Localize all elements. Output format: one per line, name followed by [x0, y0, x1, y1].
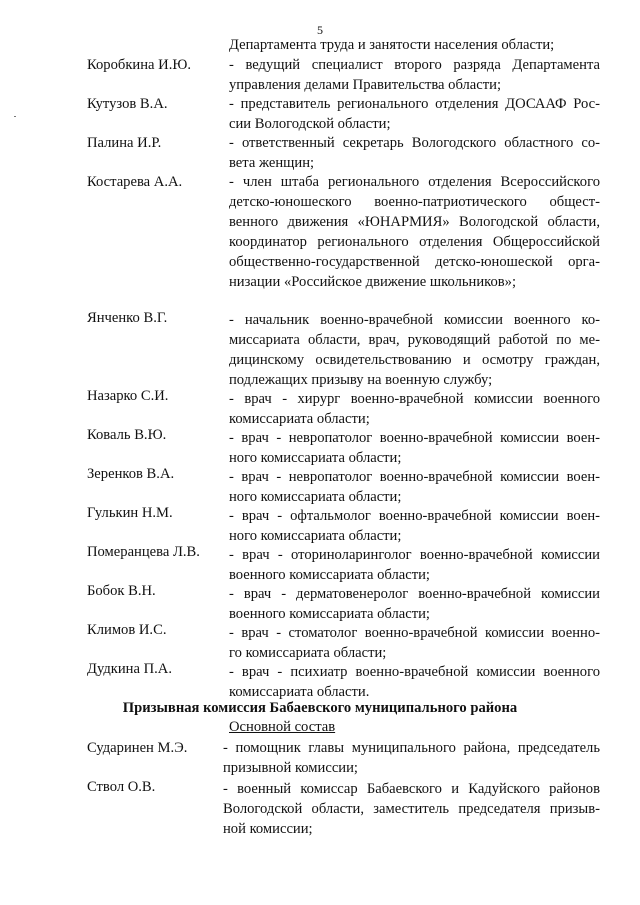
entry-line: - врач - стоматолог военно-врачебной комиссии военно-: [229, 625, 600, 641]
entry-line: призывной комиссии;: [223, 760, 358, 776]
entry-name: Бобок В.Н.: [87, 583, 156, 599]
entry-name: Палина И.Р.: [87, 135, 162, 151]
entry-line: - военный комиссар Бабаевского и Кадуйского районов: [223, 781, 600, 797]
entry-name: Янченко В.Г.: [87, 310, 168, 326]
entry-line: подлежащих призыву на военную службу;: [229, 372, 493, 388]
entry-line: - врач - невропатолог военно-врачебной комиссии воен-: [229, 430, 600, 446]
entry-name: Коваль В.Ю.: [87, 427, 167, 443]
page-number: 5: [317, 23, 323, 37]
entry-line: ного комиссариата области;: [229, 528, 402, 544]
entry-line: - врач - офтальмолог военно-врачебной комиссии воен-: [229, 508, 600, 524]
entry-line: венного движения «ЮНАРМИЯ» Вологодской области,: [229, 214, 600, 230]
entry-line: - помощник главы муниципального района, председатель: [223, 740, 600, 756]
entry-line: - врач - хирург военно-врачебной комиссии военного: [229, 391, 600, 407]
entry-line: - начальник военно-врачебной комиссии военного ко-: [229, 312, 600, 328]
entry-name: Коробкина И.Ю.: [87, 57, 191, 73]
entry-line: - врач - психиатр военно-врачебной комиссии военного: [229, 664, 600, 680]
entry-line: сии Вологодской области;: [229, 116, 391, 132]
entry-line: го комиссариата области;: [229, 645, 387, 661]
entry-line: - представитель регионального отделения ДОСААФ Рос-: [229, 96, 600, 112]
entry-name: Зеренков В.А.: [87, 466, 175, 482]
entry-name: Назарко С.И.: [87, 388, 169, 404]
entry-line: - ответственный секретарь Вологодского областного со-: [229, 135, 600, 151]
entry-line: - врач - невропатолог военно-врачебной комиссии воен-: [229, 469, 600, 485]
section-subtitle: Основной состав: [229, 719, 336, 735]
entry-line: ной комиссии;: [223, 821, 313, 837]
entry-line: комиссариата области;: [229, 411, 370, 427]
entry-line: координатор регионального отделения Общероссийской: [229, 234, 600, 250]
entry-line: ного комиссариата области;: [229, 489, 402, 505]
entry-line: военного комиссариата области;: [229, 606, 430, 622]
entry-line: миссариата области, врач, руководящий работой по ме-: [229, 332, 600, 348]
entry-line: Департамента труда и занятости населения области;: [229, 37, 555, 53]
entry-line: - врач - дерматовенеролог военно-врачебной комиссии: [229, 586, 600, 602]
entry-line: комиссариата области.: [229, 684, 370, 700]
entry-line: - член штаба регионального отделения Всероссийского: [229, 174, 600, 190]
entry-line: вета женщин;: [229, 155, 315, 171]
entry-line: низации «Российское движение школьников»;: [229, 274, 517, 290]
entry-line: детско-юношеского военно-патриотического общест-: [229, 194, 600, 210]
entry-name: Климов И.С.: [87, 622, 167, 638]
entry-line: - врач - оториноларинголог военно-врачебной комиссии: [229, 547, 600, 563]
entry-name: Дудкина П.А.: [87, 661, 172, 677]
entry-line: дицинскому освидетельствованию и осмотру граждан,: [229, 352, 600, 368]
entry-line: ного комиссариата области;: [229, 450, 402, 466]
entry-line: военного комиссариата области;: [229, 567, 430, 583]
entry-name: Костарева А.А.: [87, 174, 183, 190]
entry-name: Сударинен М.Э.: [87, 740, 188, 756]
section-title: Призывная комиссия Бабаевского муниципального района: [122, 700, 518, 716]
entry-line: общественно-государственной детско-юношеской орга-: [229, 254, 600, 270]
entry-line: управления делами Правительства области;: [229, 77, 502, 93]
entry-name: Померанцева Л.В.: [87, 544, 200, 560]
entry-line: - ведущий специалист второго разряда Департамента: [229, 57, 600, 73]
margin-mark: [14, 116, 16, 117]
entry-line: Вологодской области, заместитель председателя призыв-: [223, 801, 600, 817]
entry-name: Кутузов В.А.: [87, 96, 168, 112]
entry-name: Гулькин Н.М.: [87, 505, 173, 521]
entry-name: Ствол О.В.: [87, 779, 156, 795]
